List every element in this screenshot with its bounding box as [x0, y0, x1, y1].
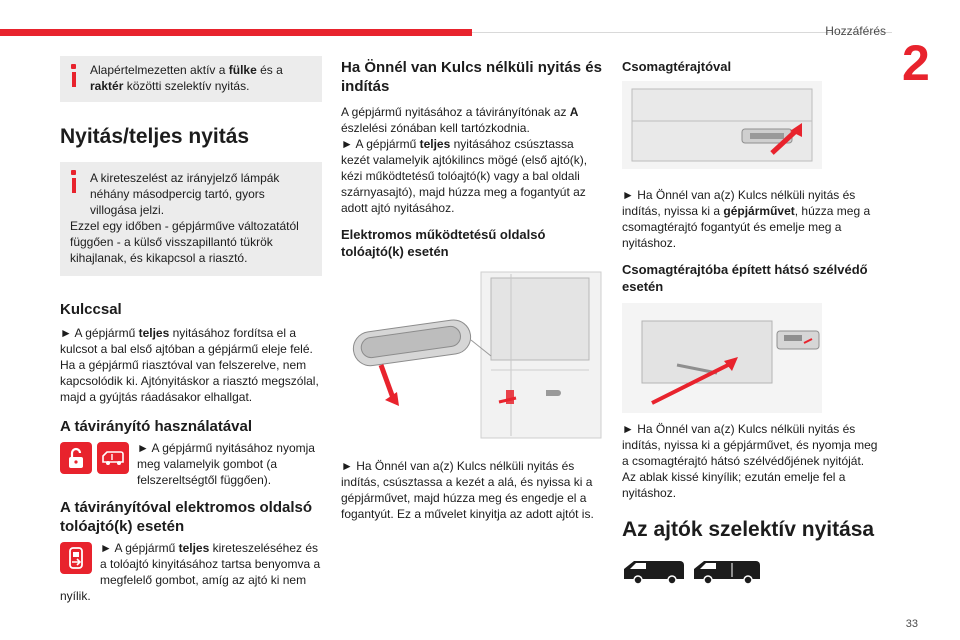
keyless-p2-pre: ► A gépjármű: [341, 137, 420, 151]
rear-window-text-a: ► Ha Önnél van a(z) Kulcs nélküli nyitás és indítás, nyissa ki a gépjárművet, és nyomja meg a csomagtérajtó hátsó szélvédőjének nyitóját.: [622, 422, 878, 468]
van-icon-cargo: [692, 557, 762, 587]
rear-window-text-b: Az ablak kissé kinyílik; ezután emelje fel a nyitáshoz.: [622, 470, 846, 500]
info-icon: [71, 64, 76, 88]
note2-line2: Ezzel egy időben - gépjárműve változatától függően - a külső visszapillantó tükrök kihajlanak, és kikapcsol a riasztó.: [70, 219, 299, 265]
subsection-remote-door: A távirányítóval elektromos oldalsó tolóajtó(k) esetén: [60, 499, 313, 535]
padlock-open-icon: [60, 442, 92, 474]
selective-van-icons: [622, 557, 884, 587]
note1-pre: Alapértelmezetten aktív a: [90, 63, 229, 77]
keyless-p1-post: észlelési zónában kell tartózkodnia.: [341, 121, 530, 135]
remote-door-post: kireteszeléséhez és a tolóajtó kinyitásához tartsa benyomva a megfelelő gombot, amíg az ajtó ki nem nyílik.: [60, 541, 321, 603]
subsection-remote: A távirányító használatával: [60, 418, 253, 435]
remote-block: [60, 440, 322, 488]
keyless-p2-bold: teljes: [419, 137, 451, 151]
remote-text: ► A gépjármű nyitásához nyomja meg valamelyik gombot (a felszereltségtől függően).: [137, 441, 315, 487]
keyless-p1-bold: A: [569, 105, 579, 119]
section-title-selective: Az ajtók szelektív nyitása: [622, 518, 875, 541]
electric-door-title: Elektromos működtetésű oldalsó tolóajtó(k) esetén: [341, 227, 546, 259]
note1-mid: és a: [256, 63, 283, 77]
remote-door-icons: [60, 542, 92, 574]
remote-door-block: [60, 540, 322, 604]
tailgate-text-pre: ► Ha Önnél van a(z) Kulcs nélküli nyitás és indítás, nyissa ki a: [622, 188, 856, 218]
van-icon-cab: [622, 557, 686, 587]
remote-icons: [60, 442, 129, 474]
remote-door-pre: ► A gépjármű: [100, 541, 179, 555]
rear-window-title: Csomagtérajtóba épített hátsó szélvédő esetén: [622, 262, 868, 294]
running-head: Hozzáférés: [825, 24, 886, 38]
key-text-2: Ha a gépjármű riasztóval van felszerelve, nem kapcsolódik ki. Ajtónyitáskor a riasztó megszólal, majd a gyújtás ráadásakor elhallgat.: [60, 358, 319, 404]
column-right: [622, 56, 884, 587]
key-text-post: nyitásához fordítsa el a kulcsot a bal első ajtóban a gépjármű eleje felé.: [60, 326, 313, 356]
chapter-number: 2: [902, 35, 930, 91]
keyless-p1: [341, 104, 603, 136]
remote-door-text: [60, 540, 322, 604]
header-accent-bar: [0, 29, 472, 36]
tailgate-text-post: , húzza meg a csomagtérajtó fogantyút és emelje meg a nyitáshoz.: [622, 204, 871, 250]
sliding-door-illustration: [341, 270, 603, 440]
key-text-1: [60, 325, 322, 357]
door-handle-zoom: [351, 318, 473, 406]
keyless-title: Ha Önnél van Kulcs nélküli nyitás és indítás: [341, 59, 602, 95]
note1-b2: raktér: [90, 79, 124, 93]
info-icon: [71, 170, 76, 194]
sliding-door-icon: [60, 542, 92, 574]
tailgate-title: Csomagtérajtóval: [622, 59, 732, 74]
section-title-opening: Nyitás/teljes nyitás: [60, 125, 250, 148]
note1-b1: fülke: [228, 63, 257, 77]
info-note-2: [60, 162, 322, 276]
column-left: [60, 56, 322, 604]
van-door-icon: [97, 442, 129, 474]
column-middle: [341, 56, 603, 522]
subsection-key: Kulccsal: [60, 301, 122, 318]
remote-door-bold: teljes: [178, 541, 210, 555]
rear-window-illustration: [622, 303, 884, 413]
tailgate-text: [622, 187, 884, 251]
keyless-p2-post: nyitásához csúsztassa kezét valamelyik ajtókilincs mögé (első ajtó(k), kézi működtetésű tolóajtó(k) vagy a bal oldali szárnyasajtó), majd húzza meg a fogantyút az adott ajtó nyitásához.: [341, 137, 588, 215]
tailgate-text-bold: gépjárművet: [723, 204, 795, 218]
electric-door-caption: ► Ha Önnél van a(z) Kulcs nélküli nyitás és indítás, csúsztassa a kezét a alá, és nyissa ki a gépjárművet, majd húzza meg és engedje el a fogantyút. Ez a művelet kinyitja az adott ajtót is.: [341, 459, 594, 521]
key-text-pre: ► A gépjármű: [60, 326, 139, 340]
key-text-bold: teljes: [138, 326, 170, 340]
note2-line1: A kireteszelést az irányjelző lámpák néhány másodpercig tartó, gyors villogása jelzi.: [90, 171, 280, 217]
page-number: 33: [905, 618, 918, 630]
note1-post: közötti szelektív nyitás.: [123, 79, 250, 93]
keyless-p1-pre: A gépjármű nyitásához a távirányítónak az: [341, 105, 570, 119]
tailgate-illustration: [622, 81, 884, 169]
keyless-p2: [341, 136, 603, 216]
info-note-1: [60, 56, 322, 102]
